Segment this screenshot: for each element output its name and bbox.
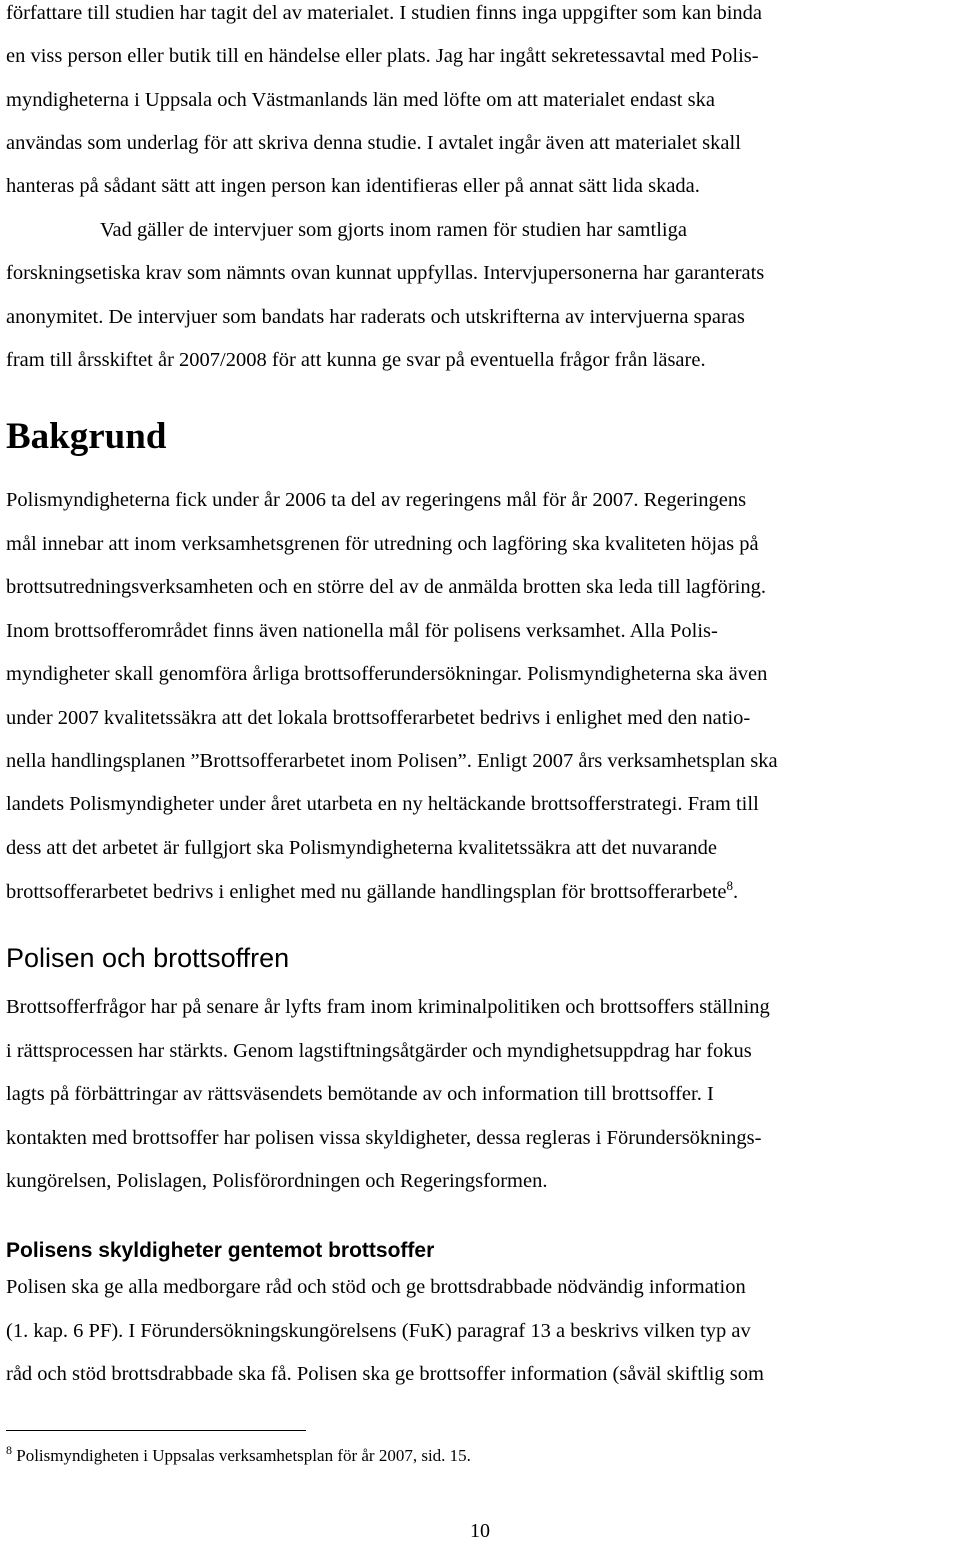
body-line: under 2007 kvalitetssäkra att det lokala brottsofferarbetet bedrivs i enlighet med den natio-: [6, 707, 751, 729]
body-line: lagts på förbättringar av rättsväsendets bemötande av och information till brottsoffer. I: [6, 1083, 714, 1105]
body-line: användas som underlag för att skriva denna studie. I avtalet ingår även att materialet skall: [6, 132, 741, 154]
footnote: [6, 1444, 471, 1468]
body-line: råd och stöd brottsdrabbade ska få. Polisen ska ge brottsoffer information (såväl skiftlig som: [6, 1363, 764, 1385]
body-line: myndigheterna i Uppsala och Västmanlands län med löfte om att materialet endast ska: [6, 89, 715, 111]
footnote-separator: [6, 1430, 306, 1431]
page-number: 10: [470, 1520, 490, 1542]
body-line: dess att det arbetet är fullgjort ska Polismyndigheterna kvalitetssäkra att det nuvarande: [6, 837, 718, 859]
body-line: kungörelsen, Polislagen, Polisförordningen och Regeringsformen.: [6, 1170, 548, 1192]
body-line: forskningsetiska krav som nämnts ovan kunnat uppfyllas. Intervjupersonerna har garanterats: [6, 262, 765, 284]
body-line: brottsutredningsverksamheten och en större del av de anmälda brotten ska leda till lagföring.: [6, 576, 766, 598]
footnote-reference[interactable]: 8: [726, 878, 733, 893]
body-line: hanteras på sådant sätt att ingen person kan identifieras eller på annat sätt lida skada.: [6, 175, 700, 197]
section-heading-polisen: Polisen och brottsoffren: [6, 943, 290, 973]
body-line: mål innebar att inom verksamhetsgrenen för utredning och lagföring ska kvaliteten höjas på: [6, 533, 759, 555]
section-heading-bakgrund: Bakgrund: [6, 416, 167, 457]
body-line: Inom brottsofferområdet finns även nationella mål för polisens verksamhet. Alla Polis-: [6, 620, 718, 642]
sentence-end: .: [733, 881, 739, 903]
footnote-text: Polismyndigheten i Uppsalas verksamhetsplan för år 2007, sid. 15.: [12, 1446, 471, 1465]
subsection-heading-skyldigheter: Polisens skyldigheter gentemot brottsoffer: [6, 1239, 435, 1262]
body-line: en viss person eller butik till en händelse eller plats. Jag har ingått sekretessavtal med Polis-: [6, 45, 759, 67]
body-line: Polisen ska ge alla medborgare råd och stöd och ge brottsdrabbade nödvändig information: [6, 1276, 746, 1298]
body-line: Brottsofferfrågor har på senare år lyfts fram inom kriminalpolitiken och brottsoffers ställning: [6, 996, 770, 1018]
body-line: landets Polismyndigheter under året utarbeta en ny heltäckande brottsofferstrategi. Fram till: [6, 793, 759, 815]
body-line: i rättsprocessen har stärkts. Genom lagstiftningsåtgärder och myndighetsuppdrag har fokus: [6, 1040, 752, 1062]
body-line: fram till årsskiftet år 2007/2008 för att kunna ge svar på eventuella frågor från läsare.: [6, 349, 706, 371]
body-line: anonymitet. De intervjuer som bandats har raderats och utskrifterna av intervjuerna sparas: [6, 306, 745, 328]
body-line-text: brottsofferarbetet bedrivs i enlighet med nu gällande handlingsplan för brottsofferarbete: [6, 881, 727, 903]
footnote-marker: 8: [6, 1443, 12, 1457]
body-line: [6, 879, 738, 905]
body-line: kontakten med brottsoffer har polisen vissa skyldigheter, dessa regleras i Förundersöknings-: [6, 1127, 762, 1149]
body-line: Vad gäller de intervjuer som gjorts inom ramen för studien har samtliga: [100, 219, 687, 241]
body-line: nella handlingsplanen ”Brottsofferarbetet inom Polisen”. Enligt 2007 års verksamhetsplan ska: [6, 750, 778, 772]
body-line: myndigheter skall genomföra årliga brottsofferundersökningar. Polismyndigheterna ska även: [6, 663, 768, 685]
body-line: Polismyndigheterna fick under år 2006 ta del av regeringens mål för år 2007. Regeringens: [6, 489, 747, 511]
body-line: (1. kap. 6 PF). I Förundersökningskungörelsens (FuK) paragraf 13 a beskrivs vilken typ av: [6, 1320, 751, 1342]
body-line: författare till studien har tagit del av materialet. I studien finns inga uppgifter som kan binda: [6, 2, 762, 24]
